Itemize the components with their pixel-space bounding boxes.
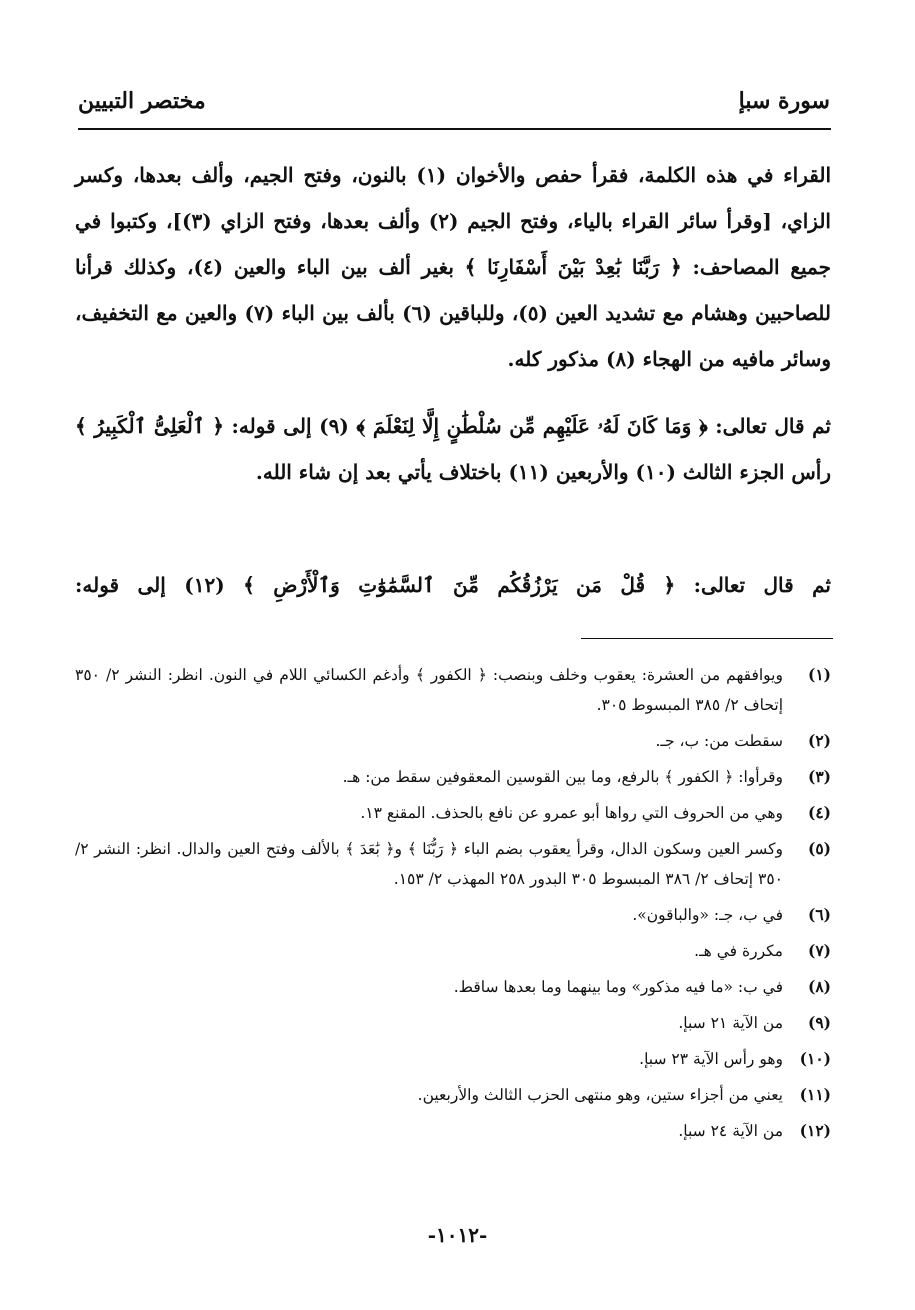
footnote-number: (٥)	[807, 839, 831, 858]
footnote-number: (١)	[807, 665, 831, 684]
footnote-text: ويوافقهم من العشرة: يعقوب وخلف وبنصب: ﴿ الكفور ﴾ وأدغم الكسائي اللام في النون. انظر: النشر ٢/ ٣٥٠ إتحاف ٢/ ٣٨٥ المبسوط ٣٠٥.	[75, 666, 783, 714]
footnote-9	[75, 1008, 831, 1038]
footnote-text: وقرأوا: ﴿ الكفور ﴾ بالرفع، وما بين القوسين المعقوفين سقط من: هـ.	[342, 768, 783, 786]
body-paragraph-1: القراء في هذه الكلمة، فقرأ حفص والأخوان (١) بالنون، وفتح الجيم، وألف بعدها، وكسر الزاي، [وقرأ سائر القراء بالياء، وفتح الجيم (٢) وألف بعدها، وفتح الزاي (٣)]، وكتبوا في جميع المصاحف: ﴿ رَبَّنَا بَٰعِدْ بَيْنَ أَسْفَارِنَا ﴾ بغير ألف بين الباء والعين (٤)، وكذلك قرأنا للصاحبين وهشام مع تشديد العين (٥)، وللباقين (٦) بألف بين الباء (٧) والعين مع التخفيف، وسائر مافيه من الهجاء (٨) مذكور كله.	[75, 163, 832, 371]
footnote-11	[75, 1080, 831, 1110]
footnote-number: (٧)	[807, 941, 831, 960]
footnote-text: في ب: «ما فيه مذكور» وما بينهما وما بعدها ساقط.	[453, 978, 783, 996]
footnote-8	[75, 972, 831, 1002]
footnote-number: (١٠)	[799, 1049, 831, 1068]
footnote-number: (٤)	[807, 803, 831, 822]
footnote-number: (٢)	[807, 731, 831, 750]
running-header-book-title: مختصر التبيين	[78, 88, 206, 114]
footnote-number: (١١)	[799, 1085, 831, 1104]
footnote-text: وكسر العين وسكون الدال، وقرأ يعقوب بضم الباء ﴿ رَبُّنَا ﴾ و﴿ بَٰعَدَ ﴾ بالألف وفتح العين والدال. انظر: النشر ٢/ ٣٥٠ إتحاف ٢/ ٣٨٦ المبسوط ٣٠٥ البدور ٢٥٨ المهذب ٢/ ١٥٣.	[75, 840, 783, 888]
footnote-10	[75, 1044, 831, 1074]
footnotes	[75, 660, 831, 1152]
footnote-text: من الآية ٢٤ سبإ.	[678, 1122, 783, 1140]
footnote-text: سقطت من: ب، جـ.	[655, 732, 783, 750]
footnote-text: يعني من أجزاء ستين، وهو منتهى الحزب الثالث والأربعين.	[417, 1086, 783, 1104]
footnote-number: (١٢)	[799, 1121, 831, 1140]
running-header-surah: سورة سبإ	[738, 88, 830, 114]
footnote-separator	[581, 638, 833, 639]
footnote-text: في ب، جـ: «والباقون».	[632, 906, 783, 924]
footnote-7	[75, 936, 831, 966]
footnote-1	[75, 660, 831, 720]
header-rule	[78, 128, 831, 130]
footnote-text: من الآية ٢١ سبإ.	[678, 1014, 783, 1032]
footnote-number: (٩)	[807, 1013, 831, 1032]
footnote-12	[75, 1116, 831, 1146]
footnote-text: وهو رأس الآية ٢٣ سبإ.	[639, 1050, 783, 1068]
footnote-6	[75, 900, 831, 930]
footnote-number: (٦)	[807, 905, 831, 924]
footnote-2	[75, 726, 831, 756]
body-paragraph-3: ثم قال تعالى: ﴿ قُلْ مَن يَرْزُقُكُم مِّنَ ٱلسَّمَٰوَٰتِ وَٱلْأَرْضِ ﴾ (١٢) إلى قوله:	[75, 573, 831, 597]
footnote-5	[75, 834, 831, 894]
page-number: -١٠١٢-	[427, 1223, 488, 1247]
footnote-3	[75, 762, 831, 792]
footnote-number: (٨)	[807, 977, 831, 996]
footnote-text: وهي من الحروف التي رواها أبو عمرو عن نافع بالحذف. المقنع ١٣.	[360, 804, 783, 822]
footnote-4	[75, 798, 831, 828]
body-paragraph-2: ثم قال تعالى: ﴿ وَمَا كَانَ لَهُۥ عَلَيْهِم مِّن سُلْطَٰنٍ إِلَّا لِنَعْلَمَ ﴾ (٩) إلى قوله: ﴿ ٱلْعَلِىُّ ٱلْكَبِيرُ ﴾ رأس الجزء الثالث (١٠) والأربعين (١١) باختلاف يأتي بعد إن شاء الله.	[75, 414, 831, 484]
footnote-text: مكررة في هـ.	[694, 942, 783, 960]
footnote-number: (٣)	[807, 767, 831, 786]
